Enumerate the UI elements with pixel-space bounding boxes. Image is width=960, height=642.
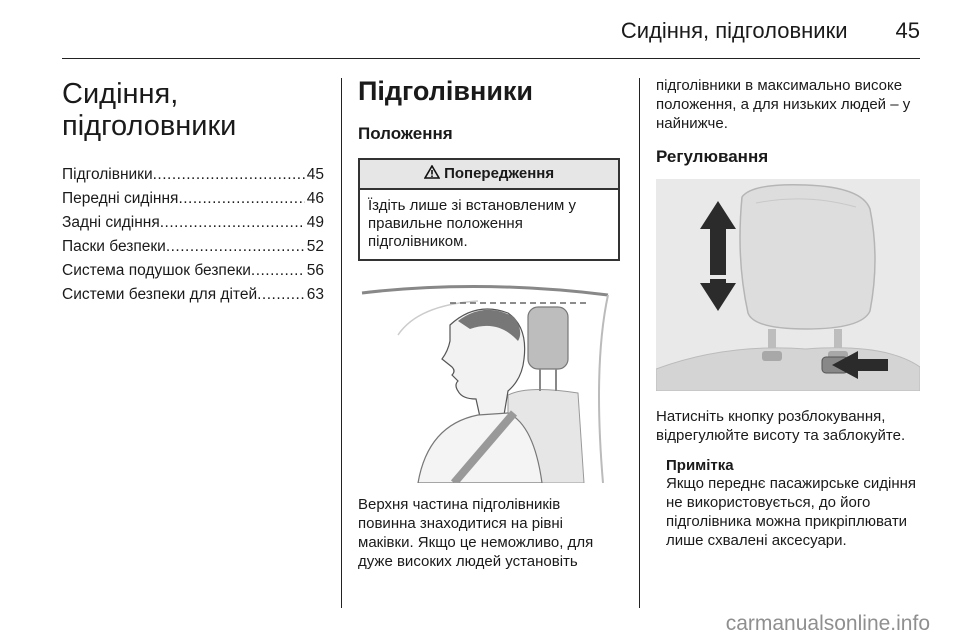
note-block	[666, 457, 922, 550]
warning-header	[360, 160, 618, 190]
toc-item[interactable]	[62, 190, 324, 214]
toc-label: Задні сидіння	[62, 214, 160, 231]
page-header	[621, 18, 920, 44]
toc-item[interactable]	[62, 238, 324, 262]
note-text: Якщо переднє пасажирське сидіння не використовується, до його підголівника можна прикріплювати лише схвалені аксесуари.	[666, 475, 917, 549]
toc-page: 56	[306, 262, 324, 279]
note-title: Примітка	[666, 457, 734, 474]
position-paragraph: Верхня частина підголівників повинна знаходитися на рівні маківки. Якщо це неможливо, для дуже високих людей установіть	[358, 496, 594, 570]
adjustment-column	[656, 76, 922, 550]
toc-leader	[251, 262, 305, 280]
position-paragraph-continued: підголівники в максимально високе положення, а для низьких людей – у найнижче.	[656, 77, 911, 132]
adjustment-subtitle: Регулювання	[656, 147, 769, 166]
toc-label: Паски безпеки	[62, 238, 166, 255]
section-title: Підголівники	[358, 76, 534, 106]
chapter-column	[62, 78, 324, 310]
column-divider	[639, 78, 640, 608]
toc-item[interactable]	[62, 166, 324, 190]
toc-label: Передні сидіння	[62, 190, 179, 207]
headrest-column	[358, 76, 620, 571]
warning-box	[358, 158, 620, 261]
chapter-title-line1: Сидіння,	[62, 78, 179, 110]
watermark: carmanualsonline.info	[725, 612, 930, 635]
toc-page: 46	[306, 190, 324, 207]
column-divider	[341, 78, 342, 608]
headrest-adjustment-illustration	[656, 179, 920, 391]
toc-page: 52	[306, 238, 324, 255]
toc-leader	[257, 286, 305, 304]
running-title: Сидіння, підголовники	[620, 18, 848, 43]
warning-title: Попередження	[444, 165, 555, 182]
toc-leader	[153, 166, 305, 184]
toc-label: Системи безпеки для дітей	[62, 286, 258, 303]
toc-item[interactable]	[62, 286, 324, 310]
toc-leader	[160, 214, 305, 232]
chapter-title	[62, 78, 324, 142]
header-rule	[62, 58, 920, 59]
toc-page: 49	[306, 214, 324, 231]
chapter-title-line2: підголовники	[62, 110, 237, 142]
toc-label: Система подушок безпеки	[62, 262, 251, 279]
toc-leader	[178, 190, 304, 208]
toc-leader	[166, 238, 305, 256]
toc-item[interactable]	[62, 214, 324, 238]
toc-page: 45	[306, 166, 324, 183]
table-of-contents	[62, 166, 324, 310]
page-number: 45	[895, 18, 920, 43]
toc-page: 63	[306, 286, 324, 303]
adjustment-paragraph: Натисніть кнопку розблокування, відрегулюйте висоту та заблокуйте.	[656, 408, 906, 444]
warning-text: Їздіть лише зі встановленим у правильне положення підголівником.	[368, 197, 577, 250]
warning-triangle-icon	[424, 165, 444, 182]
toc-label: Підголівники	[62, 166, 153, 183]
toc-item[interactable]	[62, 262, 324, 286]
position-subtitle: Положення	[358, 124, 453, 143]
headrest-position-illustration	[358, 275, 620, 483]
